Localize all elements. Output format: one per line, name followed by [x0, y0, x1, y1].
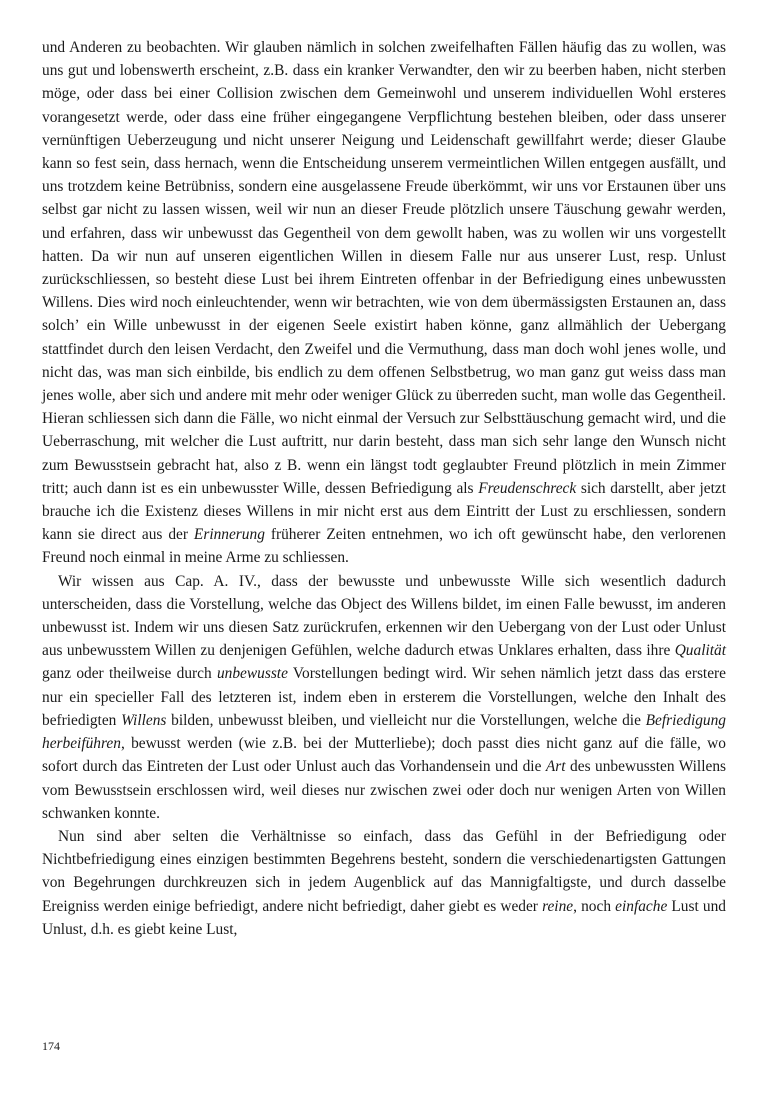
text-run: ganz oder theilweise durch	[42, 665, 217, 683]
emphasized-text: Willens	[121, 711, 167, 729]
text-run: Wir wissen aus Cap. A. IV., dass der bewusste und unbewusste Wille sich wesentlich dadurch unterscheiden, dass die Vorstellung, welche das Object des Willens bildet, im einen Falle bewusst, im anderen unbewusst ist. Indem wir uns diesen Satz zurückrufen, erkennen wir den Uebergang von der Lust oder Unlust aus unbewusstem Willen zu denjenigen Gefühlen, welche dadurch etwas Unklares erhalten, dass ihre	[42, 572, 726, 660]
text-run: Lust und Unlust, d.h. es giebt keine Lust,	[42, 897, 726, 938]
emphasized-text: Befriedigung herbeiführen	[42, 711, 726, 753]
emphasized-text: Qualität	[674, 642, 726, 660]
emphasized-text: reine	[542, 897, 574, 915]
text-run: bilden, unbewusst bleiben, und vielleicht nur die Vorstellungen, welche die	[166, 711, 646, 729]
text-run: Vorstellungen bedingt wird. Wir sehen nämlich jetzt dass das erstere nur ein specieller Fall des letzteren ist, indem eben in ersterem die Vorstellungen, welche den Inhalt des befriedigten	[42, 665, 727, 729]
text-run: und Anderen zu beobachten. Wir glauben nämlich in solchen zweifelhaften Fällen häufig das zu wollen, was uns gut und lobenswerth erscheint, z.B. dass ein kranker Verwandter, den wir zu beerben haben, nicht sterben möge, oder dass bei einer Collision zwischen dem Gemeinwohl und unserem individuellen Wohl ersteres vorangesetzt werde, oder dass eine früher eingegangene Verpflichtung bestehen bleiben, oder dass unserer vernünftigen Ueberzeugung und nicht unserer Neigung und Leidenschaft gewillfahrt werde; dieser Glaube kann so fest sein, dass hernach, wenn die Entscheidung unserem vermeintlichen Willen entgegen ausfällt, und uns trotzdem keine Betrübniss, sondern eine ausgelassene Freude überkömmt, wir uns vor Erstaunen über uns selbst gar nicht zu lassen wissen, weil wir nun an dieser Freude plötzlich unsere Täuschung gewahr werden, und erfahren, dass wir unbewusst das Gegentheil von dem gewollt haben, was zu wollen wir uns vorgestellt hatten. Da wir nun auf unseren eigentlichen Willen in diesem Falle nur aus unserer Lust, resp. Unlust zurückschliessen, so besteht diese Lust bei ihrem Eintreten offenbar in der Befriedigung eines unbewussten Willens. Dies wird noch einleuchtender, wenn wir betrachten, wie von dem übermässigsten Erstaunen an, dass solch’ ein Wille unbewusst in der eigenen Seele existirt haben könne, ganz allmählich der Uebergang stattfindet durch den leisen Verdacht, den Zweifel und die Vermuthung, dass man doch wohl jenes wolle, und nicht das, was man sich einbilde, bis endlich zu dem offenen Selbstbetrug, wo man ganz gut weiss dass man jenes wolle, aber sich und andere mit mehr oder weniger Glück zu überreden sucht, man wolle das Gegentheil. Hieran schliessen sich dann die Fälle, wo nicht einmal der Versuch zur Selbsttäuschung gemacht wird, und die Ueberraschung, mit welcher die Lust auftritt, nur darin besteht, dass man sich sehr lange den Wunsch nicht zum Bewusstsein gebracht hat, also z B. wenn ein längst todt geglaubter Freund plötzlich in mein Zimmer tritt; auch dann ist es ein unbewusster Wille, dessen Befriedigung als	[42, 39, 726, 497]
emphasized-text: Freudenschreck	[478, 479, 577, 497]
text-run: , noch	[573, 897, 616, 915]
emphasized-text: unbewusste	[216, 665, 288, 683]
paragraph-3	[42, 825, 726, 941]
emphasized-text: Erinnerung	[193, 526, 265, 544]
paragraph-1	[42, 36, 726, 570]
text-run: sich darstellt, aber jetzt brauche ich die Existenz dieses Willens in mir nicht erst aus dem Eintritt der Lust zu erschliessen, sondern kann sie direct aus der	[42, 479, 726, 544]
emphasized-text: Art	[545, 758, 566, 776]
document-body	[42, 36, 726, 941]
text-run: , bewusst werden (wie z.B. bei der Mutterliebe); doch passt dies nicht ganz auf die fälle, wo sofort durch das Eintreten der Lust oder Unlust auch das Vorhandensein und die	[42, 735, 726, 776]
text-run: früherer Zeiten entnehmen, wo ich oft gewünscht habe, den verlorenen Freund noch einmal in meine Arme zu schliessen.	[42, 526, 726, 567]
text-run: des unbewussten Willens vom Bewusstsein erschlossen wird, weil dieses nur zwischen zwei oder doch nur wenigen Arten von Willen schwanken konnte.	[42, 758, 727, 822]
text-run: Nun sind aber selten die Verhältnisse so einfach, dass das Gefühl in der Befriedigung oder Nichtbefriedigung eines einzigen bestimmten Begehrens besteht, sondern die verschiedenartigsten Gattungen von Begehrungen durchkreuzen sich in jedem Augenblick auf das Mannigfaltigste, und durch dasselbe Ereigniss werden einige befriedigt, andere nicht befriedigt, daher giebt es weder	[42, 827, 726, 915]
paragraph-2	[42, 570, 726, 825]
page-number: 174	[42, 1039, 60, 1053]
emphasized-text: einfache	[615, 897, 668, 915]
